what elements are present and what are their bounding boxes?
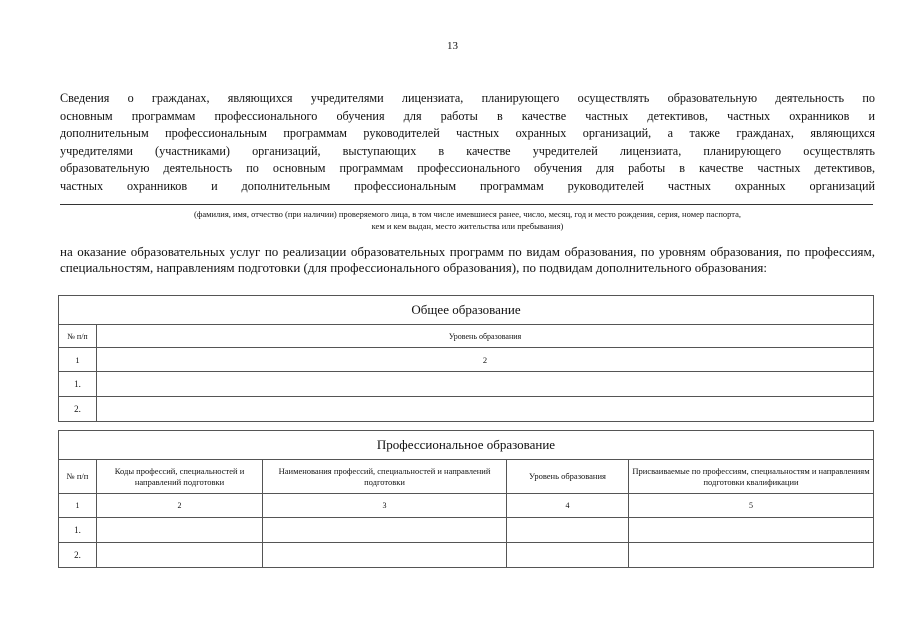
intro-line: частных охранников и дополнительным профессиональным программам руководителей частных охранных организаций bbox=[60, 178, 875, 193]
page-number: 13 bbox=[447, 40, 458, 52]
intro-line: основным программам профессионального обучения для работы в качестве частных детективов, частных охранников и bbox=[60, 108, 875, 123]
column-header: Коды профессий, специальностей и направлений подготовки bbox=[97, 460, 263, 494]
qualification-cell[interactable] bbox=[629, 543, 874, 568]
scope-paragraph: на оказание образовательных услуг по реализации образовательных программ по видам образования, по уровням образования, по профессиям, специальностям, направлениям подготовки (для профессионального образования), по подвидам дополнительного образования: bbox=[60, 244, 875, 275]
intro-line: образовательную деятельность по основным программам профессионального обучения для работы в качестве частных детективов, bbox=[60, 161, 875, 175]
intro-line: учредителями (участниками) организаций, выступающих в качестве учредителей лицензиата, планирующего осуществлять bbox=[60, 143, 875, 158]
name-cell[interactable] bbox=[263, 518, 507, 543]
row-number: 1. bbox=[59, 372, 97, 397]
code-cell[interactable] bbox=[97, 518, 263, 543]
level-cell[interactable] bbox=[97, 372, 874, 397]
table-row bbox=[59, 397, 874, 422]
table-row bbox=[59, 372, 874, 397]
table-row bbox=[59, 518, 874, 543]
professional-education-table bbox=[58, 430, 874, 568]
level-cell[interactable] bbox=[97, 397, 874, 422]
column-header: Уровень образования bbox=[507, 460, 629, 494]
general-education-table bbox=[58, 295, 874, 422]
column-header: Наименования профессий, специальностей и направлений подготовки bbox=[263, 460, 507, 494]
column-number: 5 bbox=[629, 494, 874, 518]
fill-in-caption bbox=[110, 208, 825, 232]
row-number: 2. bbox=[59, 397, 97, 422]
code-cell[interactable] bbox=[97, 543, 263, 568]
column-number: 1 bbox=[59, 494, 97, 518]
caption-line-1: (фамилия, имя, отчество (при наличии) проверяемого лица, в том числе имевшиеся ранее, число, месяц, год и место рождения, серия, номер паспорта, bbox=[194, 209, 741, 219]
table-title: Общее образование bbox=[59, 296, 874, 325]
column-number: 1 bbox=[59, 348, 97, 372]
column-header: Присваиваемые по профессиям, специальностям и направлениям подготовки квалификации bbox=[629, 460, 874, 494]
column-header: № п/п bbox=[59, 325, 97, 348]
column-number: 4 bbox=[507, 494, 629, 518]
intro-paragraph bbox=[60, 90, 875, 195]
name-cell[interactable] bbox=[263, 543, 507, 568]
column-number: 2 bbox=[97, 494, 263, 518]
column-number: 2 bbox=[97, 348, 874, 372]
intro-line: Сведения о гражданах, являющихся учредителями лицензиата, планирующего осуществлять образовательную деятельность по bbox=[60, 91, 875, 105]
level-cell[interactable] bbox=[507, 543, 629, 568]
table-row bbox=[59, 543, 874, 568]
column-header: Уровень образования bbox=[97, 325, 874, 348]
row-number: 1. bbox=[59, 518, 97, 543]
caption-line-2: кем и кем выдан, место жительства или пребывания) bbox=[371, 221, 564, 231]
qualification-cell[interactable] bbox=[629, 518, 874, 543]
table-title: Профессиональное образование bbox=[59, 431, 874, 460]
column-header: № п/п bbox=[59, 460, 97, 494]
row-number: 2. bbox=[59, 543, 97, 568]
fill-in-line bbox=[60, 204, 873, 205]
intro-line: дополнительным профессиональным программам руководителей частных охранных организаций, а также гражданах, являющихся bbox=[60, 126, 875, 140]
column-number: 3 bbox=[263, 494, 507, 518]
level-cell[interactable] bbox=[507, 518, 629, 543]
